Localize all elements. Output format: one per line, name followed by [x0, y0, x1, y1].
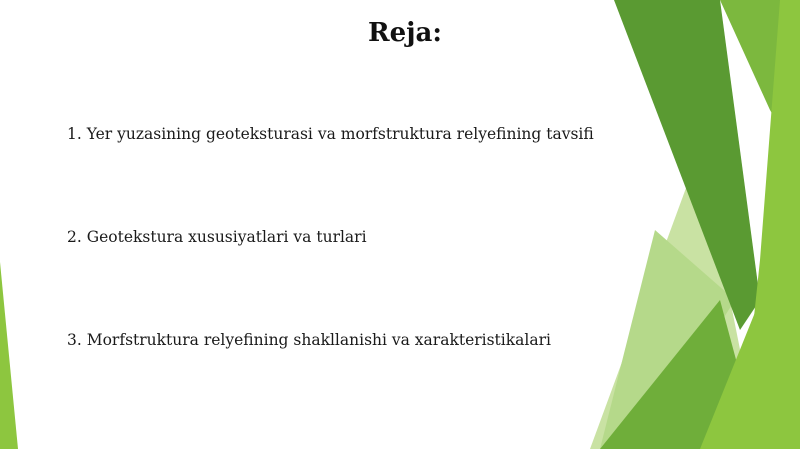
- agenda-item-1: 1. Yer yuzasining geoteksturasi va morfstruktura relyefining tavsifi: [67, 125, 594, 143]
- agenda-item-2: 2. Geotekstura xususiyatlari va turlari: [67, 228, 367, 246]
- left-green-sliver: [0, 262, 18, 449]
- slide-title: Reja:: [367, 18, 442, 48]
- agenda-item-3: 3. Morfstruktura relyefining shakllanishi va xarakteristikalari: [67, 331, 551, 349]
